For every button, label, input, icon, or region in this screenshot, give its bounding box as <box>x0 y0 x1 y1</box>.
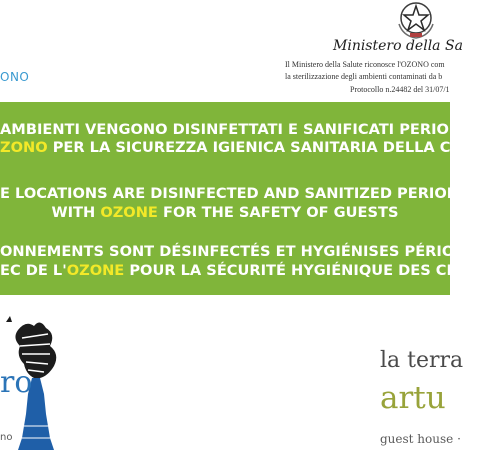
ozone-notice-band <box>0 102 483 295</box>
notice-english-line2-rest: FOR THE SAFETY OF GUESTS <box>157 204 399 221</box>
notice-french-line1: ONNEMENTS SONT DÉSINFECTÉS ET HYGIÉNISES PÉRIODI <box>0 243 472 260</box>
left-logo-subtext: no <box>0 432 13 443</box>
guest-house-logo-line1: la terra <box>380 348 464 373</box>
notice-french-line2-pre: EC DE L' <box>0 262 67 279</box>
notice-french-ozone: OZONE <box>66 262 125 279</box>
notice-english-ozone: OZONE <box>100 204 158 221</box>
notice-french-line2-rest: POUR LA SÉCURITÉ HYGIÉNIQUE DES CLIEN <box>124 262 483 279</box>
notice-french-line2 <box>0 262 483 280</box>
left-logo-text: ro <box>0 365 33 400</box>
ministry-line-1: Il Ministero della Salute riconosce l'OZONO com <box>285 60 445 69</box>
ministry-protocol-line: Protocollo n.24482 del 31/07/1 <box>350 85 450 94</box>
notice-english-line2-pre: WITH <box>51 204 101 221</box>
ministry-title: Ministero della Sa <box>333 38 463 54</box>
brand-fragment-top-left: ONO <box>0 70 30 84</box>
notice-italian-line2-rest: PER LA SICUREZZA IGIENICA SANITARIA DELLA CLIE <box>47 139 476 156</box>
notice-english-line1: E LOCATIONS ARE DISINFECTED AND SANITIZED PERIODIC <box>0 185 476 202</box>
notice-italian-ozone: ZONO <box>0 139 48 156</box>
ministry-line-2: la sterilizzazione degli ambienti contaminati da b <box>285 72 443 81</box>
notice-english-line2 <box>0 204 450 222</box>
notice-italian-line1: AMBIENTI VENGONO DISINFETTATI E SANIFICATI PERIODIC <box>0 121 478 138</box>
guest-house-logo-tagline: guest house · <box>380 432 461 446</box>
italian-republic-emblem-icon <box>393 0 439 40</box>
guest-house-logo-name: artu <box>380 380 446 416</box>
notice-italian-line2 <box>0 139 476 157</box>
